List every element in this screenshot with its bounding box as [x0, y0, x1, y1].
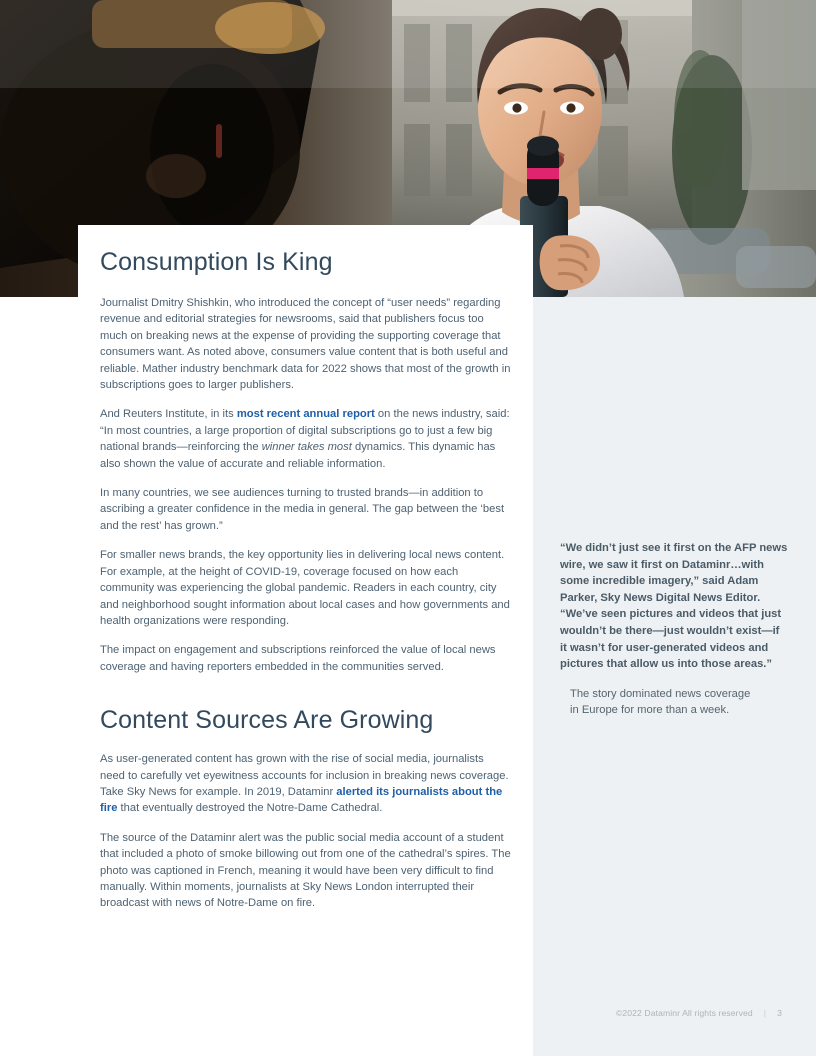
paragraph-consumption-3 — [100, 485, 511, 534]
link-most-recent-annual-report[interactable]: most recent annual report — [236, 408, 375, 421]
paragraph-sources-1 — [100, 751, 511, 817]
text-run: dynamics. This dynamic has also shown the value of accurate and reliable information. — [100, 441, 496, 470]
paragraph-consumption-2 — [100, 406, 511, 472]
pullquote-line: it wasn’t for user-generated videos and — [560, 641, 769, 654]
footer-copyright: ©2022 Dataminr All rights reserved — [615, 1008, 753, 1018]
text-run: In many countries, we see audiences turning to trusted brands—in addition to ascribing a greater confidence in the media in general. The gap between the ‘best and the rest’ has grown.” — [100, 487, 505, 532]
pullquote-line: “We didn’t just see it first on the AFP news — [560, 542, 788, 554]
paragraph-consumption-4 — [100, 547, 511, 629]
link-alerted-its-journalists[interactable]: alerted its journalists about the fire — [100, 785, 503, 815]
emphasis-winner-takes-most: winner takes most — [261, 441, 352, 454]
pullquote-line: wire, we saw it first on Dataminr…with — [560, 558, 764, 571]
paragraph-consumption-1 — [100, 295, 511, 393]
pullquote-line: pictures that allow us into those areas.” — [560, 658, 772, 671]
page-title-consumption: Consumption Is King — [100, 248, 333, 276]
pullquote-tail-line: The story dominated news coverage — [570, 687, 751, 700]
pullquote-tail-line: in Europe for more than a week. — [570, 704, 730, 717]
pullquote — [560, 540, 800, 719]
text-run: that eventually destroyed the Notre-Dame Cathedral. — [117, 802, 383, 815]
footer-separator: | — [763, 1008, 767, 1018]
text-run: For smaller news brands, the key opportunity lies in delivering local news content. For example, at the height of COVID-19, coverage focused on how each community was experiencing the global pandemic. Readers in each country, city and neighborhood sought information about local cases and how governments and health organizations were responding. — [100, 549, 510, 627]
text-run: And Reuters Institute, in its — [100, 408, 237, 421]
page-footer — [533, 1000, 816, 1026]
pullquote-line: Parker, Sky News Digital News Editor. — [560, 591, 761, 604]
page-title-content-sources: Content Sources Are Growing — [100, 706, 434, 735]
paragraph-consumption-5 — [100, 642, 511, 675]
pullquote-line: some incredible imagery,” said Adam — [560, 575, 759, 588]
footer-page-number: 3 — [777, 1008, 782, 1018]
text-run: As user-generated content has grown with the rise of social media, journalists need to carefully vet eyewitness accounts for inclusion in breaking news coverage. Take Sky News for example. In 2019, Dataminr — [100, 753, 509, 798]
text-run: The source of the Dataminr alert was the public social media account of a student that included a photo of smoke billowing out from one of the cathedral’s spires. The photo was captioned in French, meaning it would have been very difficult to find manually. Within moments, journalists at Sky News London interrupted their broadcast with news of Notre-Dame on fire. — [100, 831, 511, 910]
pullquote-line: “We’ve seen pictures and videos that just — [560, 608, 782, 621]
text-run: on the news industry, said: “In most countries, a large proportion of digital subscriptions go to just a few big national brands—reinforcing the — [100, 408, 510, 454]
text-run: The impact on engagement and subscriptions reinforced the value of local news coverage and having reporters embedded in the communities served. — [100, 644, 496, 673]
paragraph-sources-2 — [100, 830, 511, 912]
pullquote-line: wouldn’t be there—just wouldn’t exist—if — [560, 624, 780, 637]
text-run: Journalist Dmitry Shishkin, who introduced the concept of “user needs” regarding revenue and editorial strategies for newsrooms, said that publishers focus too much on breaking news at the expense of providing the supporting coverage that consumers want. As noted above, consumers value content that is both useful and reliable. Mather industry benchmark data for 2022 shows that most of the growth in subscriptions goes to larger publishers. — [100, 297, 511, 392]
article-content-card — [78, 225, 533, 952]
